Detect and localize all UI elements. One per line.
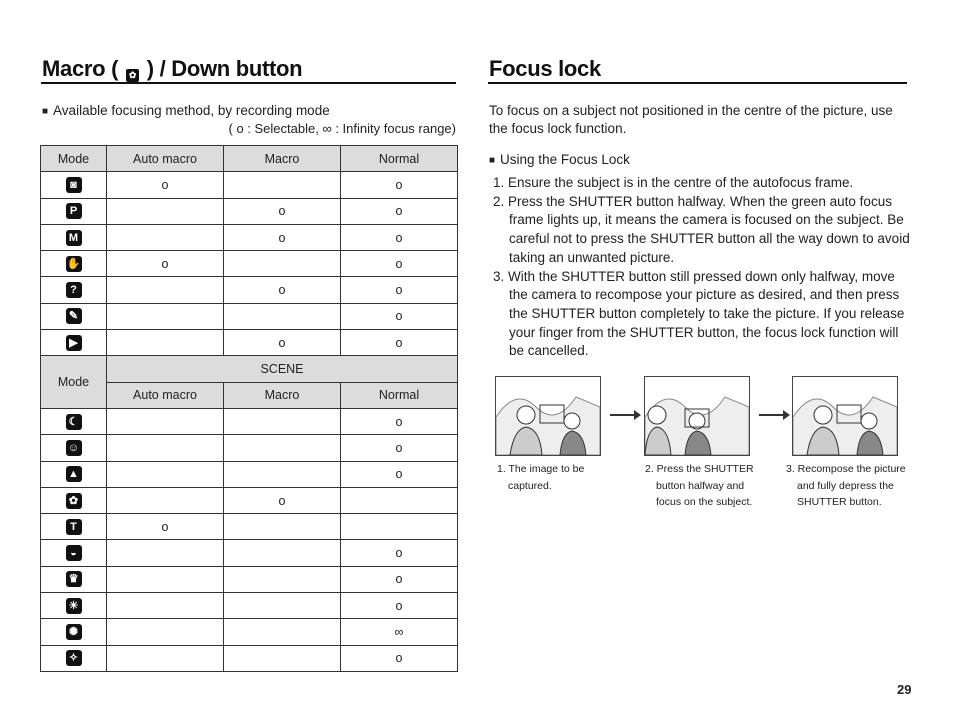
focus-method-intro: ■ Available focusing method, by recording mode	[42, 102, 330, 123]
table-cell	[224, 593, 341, 619]
page-number: 29	[897, 682, 912, 697]
mode-icon-cell	[41, 593, 107, 619]
step-2: 2. Press the SHUTTER button halfway. When the green auto focus frame lights up, it means the camera is focused on the subject. Be careful not to press the SHUTTER button all the way down to avoid taking an unwanted picture.	[493, 193, 910, 265]
table-row	[41, 566, 458, 592]
table-cell	[107, 277, 224, 303]
table-cell	[224, 514, 341, 540]
mode-icon-cell	[41, 514, 107, 540]
table-cell	[341, 514, 458, 540]
scene-illustration-icon	[645, 377, 749, 455]
scene-illustration-icon	[793, 377, 897, 455]
table-cell	[224, 303, 341, 329]
table-cell: o	[107, 251, 224, 277]
illustration-1	[495, 376, 601, 456]
table-row	[41, 277, 458, 303]
illustration-2	[644, 376, 750, 456]
table-row	[41, 540, 458, 566]
step-3: 3. With the SHUTTER button still pressed down only halfway, move the camera to recompose your picture as desired, and then press the SHUTTER button completely to take the picture. If you release your finger from the SHUTTER button, the focus lock function will be cancelled.	[493, 268, 905, 359]
focus-lock-steps	[493, 174, 913, 361]
table-cell: o	[341, 198, 458, 224]
table-header-row: Mode Auto macro Macro Normal	[41, 146, 458, 172]
table-cell: o	[107, 172, 224, 198]
table-row	[41, 619, 458, 645]
caption-3: 3. Recompose the picture and fully depress the SHUTTER button.	[786, 463, 906, 508]
mode-icon-cell	[41, 224, 107, 250]
table-cell: o	[224, 487, 341, 513]
scene-subheader-row: Auto macro Macro Normal	[41, 382, 458, 408]
table-cell: o	[341, 540, 458, 566]
macro-title-rule	[41, 82, 456, 84]
photo-help-icon: ?	[66, 282, 82, 298]
focus-legend: ( o : Selectable, ∞ : Infinity focus range)	[228, 121, 456, 136]
mode-icon-cell	[41, 251, 107, 277]
table-row	[41, 514, 458, 540]
caption-2: 2. Press the SHUTTER button halfway and focus on the subject.	[645, 463, 754, 508]
table-cell	[224, 408, 341, 434]
table-row	[41, 645, 458, 671]
table-cell	[224, 435, 341, 461]
landscape-icon: ▲	[66, 466, 82, 482]
arrow-2-icon	[759, 414, 785, 416]
table-cell: o	[341, 645, 458, 671]
table-cell: o	[107, 514, 224, 540]
table-cell: o	[341, 330, 458, 356]
table-cell	[224, 540, 341, 566]
table-cell: o	[341, 251, 458, 277]
table-cell: o	[224, 198, 341, 224]
table-cell: o	[341, 435, 458, 461]
table-cell	[107, 303, 224, 329]
macro-title: Macro ( ✿ ) / Down button	[42, 56, 303, 81]
macro-flower-icon: ✿	[126, 69, 139, 82]
mode-icon-cell	[41, 487, 107, 513]
table-cell	[107, 330, 224, 356]
table-cell	[107, 593, 224, 619]
focus-lock-title-rule	[488, 82, 907, 84]
scene-illustration-icon	[496, 377, 600, 455]
table-row	[41, 172, 458, 198]
table-cell: o	[341, 461, 458, 487]
table-row	[41, 593, 458, 619]
mode-icon-cell	[41, 277, 107, 303]
arrow-1-icon	[610, 414, 636, 416]
camera-auto-icon: ◙	[66, 177, 82, 193]
mode-icon-cell	[41, 619, 107, 645]
table-row	[41, 198, 458, 224]
fireworks-icon: ✺	[66, 624, 82, 640]
table-cell: o	[224, 277, 341, 303]
table-cell	[107, 435, 224, 461]
movie-icon: ▶	[66, 335, 82, 351]
beach-snow-icon: ✧	[66, 650, 82, 666]
table-cell	[224, 566, 341, 592]
table-row	[41, 251, 458, 277]
focus-lock-intro-2: the focus lock function.	[489, 121, 627, 136]
table-cell	[107, 198, 224, 224]
table-cell	[107, 461, 224, 487]
dawn-icon: ♛	[66, 571, 82, 587]
mode-icon-cell	[41, 172, 107, 198]
table-cell	[107, 540, 224, 566]
mode-icon-cell	[41, 645, 107, 671]
beauty-shot-icon: ✎	[66, 308, 82, 324]
night-icon: ☾	[66, 414, 82, 430]
table-cell	[107, 566, 224, 592]
table-cell	[224, 251, 341, 277]
mode-icon-cell	[41, 198, 107, 224]
table-cell: o	[341, 172, 458, 198]
table-row	[41, 435, 458, 461]
scene-header-row: Mode SCENE	[41, 356, 458, 382]
table-cell: o	[341, 593, 458, 619]
caption-1: 1. The image to be captured.	[497, 463, 585, 492]
camera-program-icon: P	[66, 203, 82, 219]
mode-icon-cell	[41, 408, 107, 434]
table-cell	[224, 461, 341, 487]
table-cell: o	[341, 277, 458, 303]
table-cell: o	[341, 408, 458, 434]
table-row	[41, 224, 458, 250]
portrait-icon: ☺	[66, 440, 82, 456]
sunset-icon: ◒	[66, 545, 82, 561]
using-focus-lock: ■ Using the Focus Lock	[489, 151, 630, 172]
table-cell: o	[224, 224, 341, 250]
mode-icon-cell	[41, 566, 107, 592]
mode-icon-cell	[41, 303, 107, 329]
text-icon: T	[66, 519, 82, 535]
focus-mode-table	[40, 145, 458, 672]
mode-icon-cell	[41, 330, 107, 356]
mode-icon-cell	[41, 540, 107, 566]
table-cell: o	[341, 303, 458, 329]
table-cell	[224, 172, 341, 198]
step-1: 1. Ensure the subject is in the centre of the autofocus frame.	[493, 175, 854, 190]
table-cell	[107, 645, 224, 671]
manual-icon: M	[66, 230, 82, 246]
table-row	[41, 303, 458, 329]
close-up-icon: ✿	[66, 493, 82, 509]
table-cell	[107, 224, 224, 250]
table-cell	[107, 619, 224, 645]
table-row	[41, 487, 458, 513]
table-cell	[107, 487, 224, 513]
table-cell	[224, 645, 341, 671]
mode-icon-cell	[41, 435, 107, 461]
illustration-3	[792, 376, 898, 456]
table-cell: o	[224, 330, 341, 356]
table-cell	[224, 619, 341, 645]
backlight-icon: ☀	[66, 598, 82, 614]
table-cell: o	[341, 224, 458, 250]
table-row	[41, 330, 458, 356]
focus-lock-title: Focus lock	[489, 56, 601, 81]
table-cell: ∞	[341, 619, 458, 645]
mode-icon-cell	[41, 461, 107, 487]
table-cell: o	[341, 566, 458, 592]
table-cell	[107, 408, 224, 434]
focus-lock-intro-1: To focus on a subject not positioned in the centre of the picture, use	[489, 103, 893, 118]
dis-icon: ✋	[66, 257, 81, 270]
table-row	[41, 408, 458, 434]
table-cell	[341, 487, 458, 513]
table-row	[41, 461, 458, 487]
